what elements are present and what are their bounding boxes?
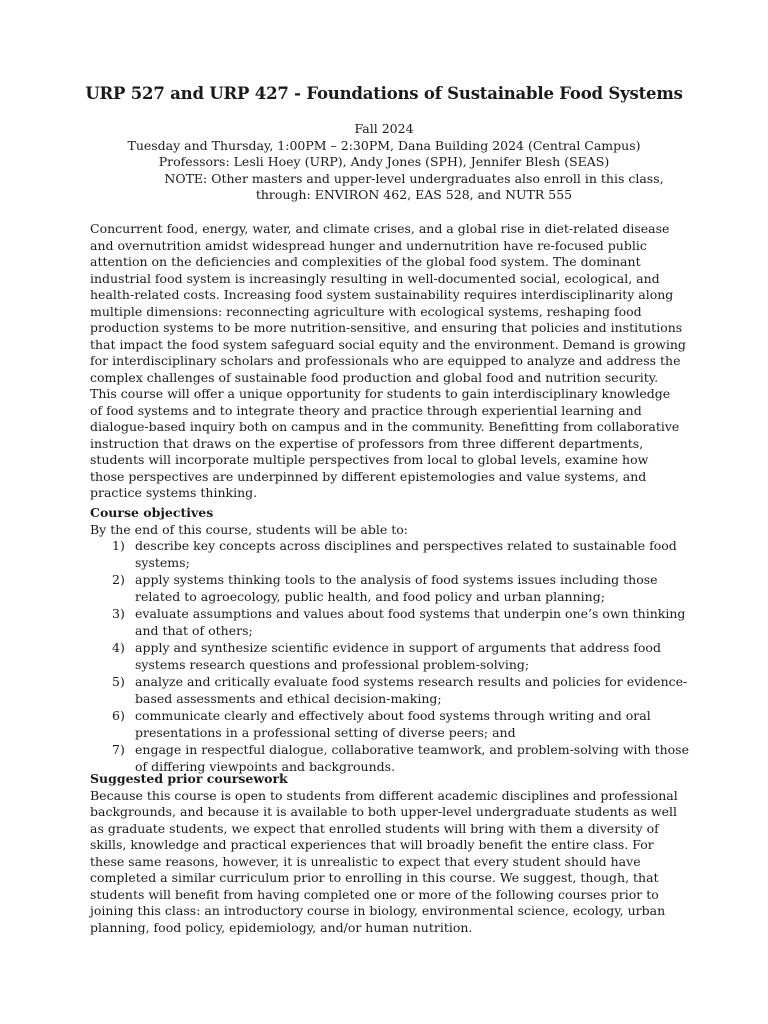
list-item [90,708,700,741]
list-number: 1) [112,538,125,553]
list-text: engage in respectful dialogue, collaborative teamwork, and problem-solving with those of differing viewpoints and backgrounds. [135,742,689,774]
prior-coursework-body: Because this course is open to students from different academic disciplines and professional backgrounds, and because it is available to both upper-level undergraduate students as well as graduate students, we expect that enrolled students will bring with them a diversity of skills, knowledge and practical experiences that will broadly benefit the entire class. For these same reasons, however, it is unrealistic to expect that every student should have completed a similar curriculum prior to enrolling in this course. We suggest, though, that students will benefit from having completed one or more of the following courses prior to joining this class: an introductory course in biology, environmental science, ecology, urban planning, food policy, epidemiology, and/or human nutrition. [90,787,678,935]
objectives-heading: Course objectives [90,505,214,520]
list-text: communicate clearly and effectively about food systems through writing and oral presentations in a professional setting of diverse peers; and [135,708,651,740]
objectives-lead: By the end of this course, students will be able to: [90,521,408,537]
objectives-list [90,538,700,775]
course-info [0,121,768,204]
document-title: URP 527 and URP 427 - Foundations of Sustainable Food Systems [85,84,683,103]
list-text: analyze and critically evaluate food systems research results and policies for evidence-based assessments and ethical decision-making; [135,674,688,706]
enrollment-note: NOTE: Other masters and upper-level undergraduates also enroll in this class, through: ENVIRON 462, EAS 528, and NUTR 555 [164,170,664,202]
list-number: 2) [112,572,125,587]
professors: Professors: Lesli Hoey (URP), Andy Jones (SPH), Jennifer Blesh (SEAS) [158,154,610,169]
list-item [90,640,700,673]
list-number: 4) [112,640,125,655]
list-text: evaluate assumptions and values about food systems that underpin one’s own thinking and that of others; [135,606,686,638]
schedule: Tuesday and Thursday, 1:00PM – 2:30PM, Dana Building 2024 (Central Campus) [127,137,641,153]
list-number: 6) [112,708,125,723]
prior-coursework-heading: Suggested prior coursework [90,771,288,786]
list-text: apply systems thinking tools to the analysis of food systems issues including those related to agroecology, public health, and food policy and urban planning; [135,572,658,604]
list-text: apply and synthesize scientific evidence in support of arguments that address food systems research questions and professional problem-solving; [135,640,661,672]
list-text: describe key concepts across disciplines and perspectives related to sustainable food systems; [135,538,677,570]
course-description: Concurrent food, energy, water, and climate crises, and a global rise in diet-related disease and overnutrition amidst widespread hunger and undernutrition have re-focused public attention on the deficiencies and complexities of the global food system. The dominant industrial food system is increasingly resulting in well-documented social, ecological, and health-related costs. Increasing food system sustainability requires interdisciplinarity along multiple dimensions: reconnecting agriculture with ecological systems, reshaping food production systems to be more nutrition-sensitive, and ensuring that policies and institutions that impact the food system safeguard social equity and the environment. Demand is growing for interdisciplinary scholars and professionals who are equipped to analyze and address the complex challenges of sustainable food production and global food and nutrition security. This course will offer a unique opportunity for students to gain interdisciplinary knowledge of food systems and to integrate theory and practice through experiential learning and dialogue-based inquiry both on campus and in the community. Benefitting from collaborative instruction that draws on the expertise of professors from three different departments, students will incorporate multiple perspectives from local to global levels, examine how those perspectives are underpinned by different epistemologies and value systems, and practice systems thinking. [90,221,686,500]
list-number: 7) [112,742,125,757]
prior-coursework-section [90,771,686,936]
list-number: 3) [112,606,125,621]
list-item [90,572,700,605]
term: Fall 2024 [354,121,414,136]
list-item [90,674,700,707]
list-number: 5) [112,674,125,689]
course-objectives-section [90,505,700,776]
list-item [90,538,700,571]
list-item [90,606,700,639]
